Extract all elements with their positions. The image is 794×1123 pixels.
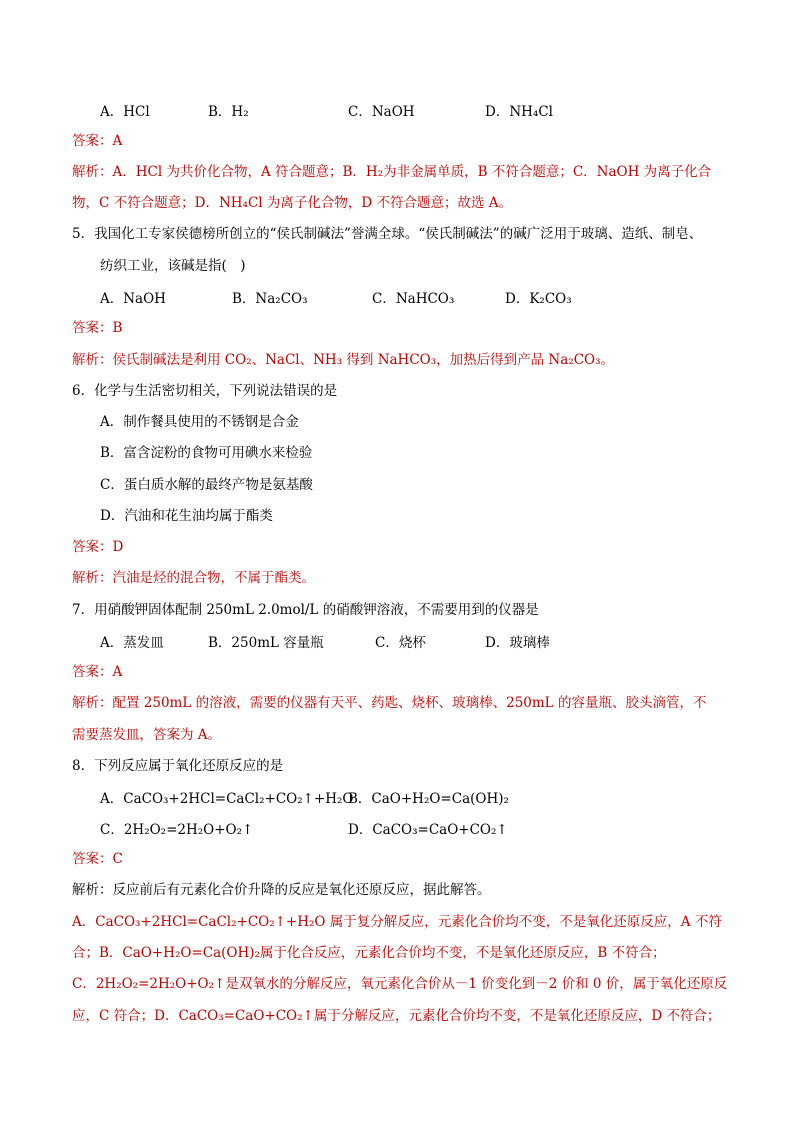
q5-option-a: A．NaOH [100,291,166,307]
q7-analysis-line2: 需要蒸发皿，答案为 A。 [72,727,222,743]
q5-option-d: D．K₂CO₃ [505,291,572,307]
q8-analysis-line3: 合；B．CaO+H₂O=Ca(OH)₂属于化合反应，元素化合价均不变，不是氧化还原反应，B 不符合； [72,945,666,961]
q5-option-b: B．Na₂CO₃ [232,291,308,307]
q4-options [0,100,794,120]
q7-analysis-line1: 解析：配置 250mL 的溶液，需要的仪器有天平、药匙、烧杯、玻璃棒、250mL 的容量瓶、胶头滴管，不 [72,695,707,711]
q5-stem-line1: 5．我国化工专家侯德榜所创立的“侯氏制碱法”誉满全球。“侯氏制碱法”的碱广泛用于玻璃、造纸、制皂、 [72,226,703,242]
q8-analysis-line4: C．2H₂O₂=2H₂O+O₂↑是双氧水的分解反应，氧元素化合价从－1 价变化到－2 价和 0 价，属于氧化还原反 [72,976,728,992]
q4-analysis-line1: 解析：A．HCl 为共价化合物，A 符合题意；B．H₂为非金属单质，B 不符合题意；C．NaOH 为离子化合 [72,164,712,180]
q8-analysis-line5: 应，C 符合；D．CaCO₃=CaO+CO₂↑属于分解反应，元素化合价均不变，不是氧化还原反应，D 不符合； [72,1008,721,1024]
q6-analysis: 解析：汽油是烃的混合物，不属于酯类。 [72,570,315,586]
q7-answer: 答案：A [72,664,123,680]
q8-option-a: A．CaCO₃+2HCl=CaCl₂+CO₂↑+H₂O [100,791,354,807]
q4-option-b: B．H₂ [208,104,249,120]
q8-options-row1 [0,787,794,807]
q8-option-b: B．CaO+H₂O=Ca(OH)₂ [348,791,509,807]
q7-option-a: A．蒸发皿 [100,635,164,651]
q4-option-c: C．NaOH [348,104,415,120]
q7-options [0,631,794,651]
q4-option-a: A．HCl [100,104,150,120]
q8-answer: 答案：C [72,851,123,867]
q7-stem: 7．用硝酸钾固体配制 250mL 2.0mol/L 的硝酸钾溶液，不需要用到的仪器是 [72,602,539,618]
q8-stem: 8．下列反应属于氧化还原反应的是 [72,758,284,774]
q6-option-b: B．富含淀粉的食物可用碘水来检验 [100,445,313,461]
q8-option-d: D．CaCO₃=CaO+CO₂↑ [348,822,508,838]
q4-analysis-line2: 物，C 不符合题意；D．NH₄Cl 为离子化合物，D 不符合题意；故选 A。 [72,195,513,211]
q5-stem-line2: 纺织工业，该碱是指( ) [100,258,246,274]
q6-option-d: D．汽油和花生油均属于酯类 [100,508,273,524]
q7-option-d: D．玻璃棒 [485,635,550,651]
q5-answer: 答案：B [72,320,123,336]
q7-option-c: C．烧杯 [375,635,426,651]
q6-option-c: C．蛋白质水解的最终产物是氨基酸 [100,477,313,493]
q5-options [0,287,794,307]
q8-analysis-line1: 解析：反应前后有元素化合价升降的反应是氧化还原反应，据此解答。 [72,882,491,898]
q4-option-d: D．NH₄Cl [485,104,553,120]
q8-options-row2 [0,818,794,838]
q5-option-c: C．NaHCO₃ [372,291,455,307]
q7-option-b: B．250mL 容量瓶 [208,635,324,651]
q6-stem: 6．化学与生活密切相关，下列说法错误的是 [72,383,338,399]
q6-answer: 答案：D [72,539,124,555]
q4-answer: 答案：A [72,133,123,149]
q8-option-c: C．2H₂O₂=2H₂O+O₂↑ [100,822,254,838]
q5-analysis: 解析：侯氏制碱法是利用 CO₂、NaCl、NH₃ 得到 NaHCO₃，加热后得到产品 Na₂CO₃。 [72,352,615,368]
q6-option-a: A．制作餐具使用的不锈钢是合金 [100,414,299,430]
q8-analysis-line2: A．CaCO₃+2HCl=CaCl₂+CO₂↑+H₂O 属于复分解反应，元素化合价均不变，不是氧化还原反应，A 不符 [72,914,722,930]
